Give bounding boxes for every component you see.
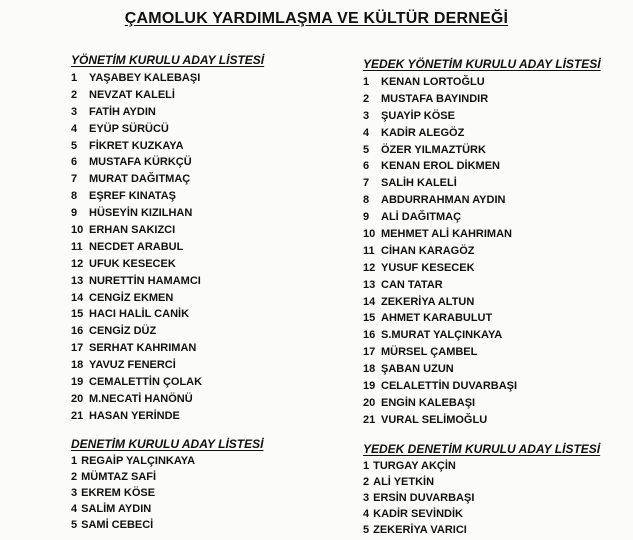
candidate-row — [363, 74, 601, 91]
candidate-number: 1 — [363, 76, 370, 88]
candidate-number: 4 — [363, 507, 370, 520]
candidate-name: ŞABAN UZUN — [381, 363, 454, 376]
candidate-number: 11 — [71, 240, 83, 253]
candidate-row — [71, 502, 263, 518]
candidate-row — [363, 361, 601, 378]
candidate-number: 1 — [363, 460, 370, 472]
candidate-name: MUSTAFA BAYINDIR — [381, 92, 489, 105]
candidate-row — [363, 344, 601, 361]
candidate-number: 6 — [363, 160, 370, 173]
candidate-name: KADİR SEVİNDİK — [373, 507, 463, 520]
candidate-row — [363, 158, 601, 175]
candidate-name: CAN TATAR — [381, 278, 443, 291]
candidate-name: NECDET ARABUL — [89, 240, 184, 253]
candidate-row — [71, 70, 264, 87]
candidate-number: 2 — [363, 475, 370, 488]
section-yonetim-kurulu — [71, 53, 264, 425]
candidate-row — [71, 486, 263, 502]
candidate-number: 1 — [71, 455, 78, 467]
candidate-number: 21 — [363, 413, 376, 426]
candidate-row — [71, 273, 264, 290]
candidate-name: ALİ DAĞITMAÇ — [381, 211, 462, 224]
candidate-name: KENAN LORTOĞLU — [381, 76, 485, 88]
candidate-name: HÜSEYİN KIZILHAN — [89, 207, 193, 220]
candidate-name: ABDURRAHMAN AYDIN — [381, 194, 506, 207]
candidate-row — [363, 310, 601, 327]
candidate-row — [71, 256, 264, 273]
candidate-row — [71, 391, 264, 408]
candidate-name: ZEKERİYA VARICI — [373, 523, 467, 536]
candidate-name: ÖZER YILMAZTÜRK — [381, 143, 486, 156]
candidate-name: ZEKERİYA ALTUN — [381, 295, 475, 308]
candidate-row — [363, 175, 601, 192]
candidate-row — [363, 459, 600, 475]
candidate-number: 9 — [363, 211, 370, 224]
candidate-name: CENGİZ EKMEN — [89, 291, 174, 304]
candidate-number: 4 — [71, 502, 78, 515]
candidate-name: EYÜP SÜRÜCÜ — [89, 122, 169, 135]
candidate-number: 20 — [363, 396, 376, 409]
candidate-name: FATİH AYDIN — [89, 105, 156, 118]
candidate-name: SAMİ CEBECİ — [81, 518, 154, 531]
candidate-row — [71, 408, 264, 425]
candidate-row — [71, 454, 263, 470]
candidate-name: YAŞABEY KALEBAŞI — [89, 72, 201, 84]
candidate-number: 8 — [363, 194, 370, 207]
candidate-name: CİHAN KARAGÖZ — [381, 244, 475, 257]
candidate-number: 16 — [71, 325, 84, 338]
candidate-row — [71, 357, 264, 374]
candidate-name: ENGİN KALEBAŞI — [381, 396, 476, 409]
candidate-row — [71, 121, 264, 138]
candidate-name: NURETTİN HAMAMCI — [89, 274, 201, 287]
candidate-name: CELALETTİN DUVARBAŞI — [381, 380, 518, 393]
candidate-row — [363, 209, 601, 226]
candidate-name: TURGAY AKÇİN — [373, 460, 456, 472]
candidate-number: 12 — [363, 261, 376, 274]
candidate-list — [71, 70, 264, 425]
page-title: ÇAMOLUK YARDIMLAŞMA VE KÜLTÜR DERNEĞİ — [124, 10, 509, 27]
section-heading: YEDEK DENETİM KURULU ADAY LİSTESİ — [363, 442, 601, 456]
candidate-number: 1 — [71, 72, 78, 84]
candidate-name: VURAL SELİMOĞLU — [381, 413, 488, 426]
candidate-number: 3 — [363, 491, 370, 504]
candidate-row — [71, 188, 264, 205]
candidate-row — [363, 378, 601, 395]
section-heading: YÖNETİM KURULU ADAY LİSTESİ — [71, 53, 265, 67]
candidate-row — [363, 294, 601, 311]
candidate-number: 7 — [363, 177, 370, 190]
candidate-number: 17 — [71, 342, 84, 355]
candidate-row — [363, 192, 601, 209]
candidate-name: MUSTAFA KÜRKÇÜ — [89, 156, 192, 169]
section-denetim-kurulu — [71, 437, 263, 533]
candidate-name: HASAN YERİNDE — [89, 409, 180, 422]
candidate-name: SERHAT KAHRIMAN — [89, 342, 197, 355]
candidate-number: 3 — [71, 105, 78, 118]
candidate-number: 10 — [363, 228, 376, 241]
candidate-row — [363, 277, 601, 294]
candidate-number: 3 — [71, 486, 78, 499]
candidate-number: 14 — [71, 291, 84, 304]
candidate-number: 19 — [71, 376, 84, 389]
candidate-number: 11 — [363, 244, 375, 257]
candidate-row — [71, 323, 264, 340]
candidate-number: 14 — [363, 295, 376, 308]
candidate-number: 21 — [71, 409, 84, 422]
candidate-row — [363, 475, 600, 491]
candidate-row — [363, 226, 601, 243]
candidate-row — [71, 87, 264, 104]
candidate-number: 20 — [71, 392, 84, 405]
candidate-row — [363, 412, 601, 429]
candidate-number: 13 — [363, 278, 376, 291]
candidate-name: SALİH KALELİ — [381, 177, 457, 190]
candidate-name: KENAN EROL DİKMEN — [381, 160, 500, 173]
candidate-name: ŞUAYİP KÖSE — [381, 109, 455, 122]
candidate-name: KADİR ALEGÖZ — [381, 126, 465, 139]
candidate-name: MÜMTAZ SAFİ — [81, 470, 157, 483]
candidate-number: 2 — [71, 470, 78, 483]
candidate-name: CENGİZ DÜZ — [89, 325, 157, 338]
candidate-name: ERSİN DUVARBAŞI — [373, 491, 475, 504]
candidate-name: ERHAN SAKIZCI — [89, 224, 176, 237]
candidate-row — [71, 138, 264, 155]
candidate-number: 6 — [71, 156, 78, 169]
section-heading: YEDEK YÖNETİM KURULU ADAY LİSTESİ — [363, 57, 601, 71]
candidate-number: 18 — [363, 363, 376, 376]
candidate-row — [363, 125, 601, 142]
candidate-number: 7 — [71, 173, 78, 186]
candidate-row — [71, 154, 264, 171]
candidate-name: S.MURAT YALÇINKAYA — [381, 329, 503, 342]
candidate-number: 4 — [71, 122, 78, 135]
candidate-number: 2 — [363, 92, 370, 105]
candidate-number: 5 — [71, 139, 78, 152]
candidate-row — [363, 507, 600, 523]
candidate-row — [363, 491, 600, 507]
candidate-number: 18 — [71, 359, 84, 372]
candidate-row — [363, 142, 601, 159]
candidate-name: MEHMET ALİ KAHRIMAN — [381, 228, 512, 241]
candidate-row — [71, 340, 264, 357]
candidate-row — [71, 239, 264, 256]
candidate-number: 15 — [71, 308, 84, 321]
candidate-name: ALİ YETKİN — [373, 475, 435, 488]
candidate-name: YAVUZ FENERCİ — [89, 359, 176, 372]
candidate-row — [71, 470, 263, 486]
candidate-number: 8 — [71, 190, 78, 203]
candidate-number: 5 — [71, 518, 78, 531]
candidate-row — [71, 374, 264, 391]
candidate-row — [363, 395, 601, 412]
candidate-name: NEVZAT KALELİ — [89, 88, 175, 101]
candidate-row — [71, 518, 263, 534]
section-yedek-denetim-kurulu — [363, 442, 600, 538]
candidate-list — [363, 74, 601, 429]
candidate-name: HACI HALİL CANİK — [89, 308, 190, 321]
candidate-number: 3 — [363, 109, 370, 122]
candidate-row — [363, 327, 601, 344]
candidate-number: 4 — [363, 126, 370, 139]
candidate-row — [71, 104, 264, 121]
candidate-name: EŞREF KINATAŞ — [89, 190, 176, 203]
section-heading: DENETİM KURULU ADAY LİSTESİ — [71, 437, 264, 451]
candidate-name: UFUK KESECEK — [89, 257, 176, 270]
candidate-row — [71, 290, 264, 307]
candidate-row — [71, 222, 264, 239]
candidate-row — [363, 91, 601, 108]
section-yedek-yonetim-kurulu — [363, 57, 601, 429]
candidate-name: REGAİP YALÇINKAYA — [81, 455, 196, 467]
candidate-number: 5 — [363, 523, 370, 536]
candidate-name: CEMALETTİN ÇOLAK — [89, 376, 203, 389]
candidate-row — [363, 108, 601, 125]
candidate-name: YUSUF KESECEK — [381, 261, 475, 274]
candidate-number: 5 — [363, 143, 370, 156]
candidate-name: AHMET KARABULUT — [381, 312, 493, 325]
candidate-number: 2 — [71, 88, 78, 101]
candidate-name: EKREM KÖSE — [81, 486, 156, 499]
candidate-row — [363, 260, 601, 277]
candidate-row — [71, 306, 264, 323]
candidate-name: SALİM AYDIN — [81, 502, 152, 515]
candidate-row — [363, 243, 601, 260]
candidate-number: 9 — [71, 207, 78, 220]
candidate-number: 16 — [363, 329, 376, 342]
candidate-row — [71, 205, 264, 222]
candidate-number: 15 — [363, 312, 376, 325]
candidate-number: 12 — [71, 257, 84, 270]
candidate-name: MÜRSEL ÇAMBEL — [381, 346, 478, 359]
candidate-row — [71, 171, 264, 188]
candidate-name: MURAT DAĞITMAÇ — [89, 173, 191, 186]
candidate-number: 19 — [363, 380, 376, 393]
candidate-row — [363, 523, 600, 539]
candidate-number: 17 — [363, 346, 376, 359]
candidate-list — [71, 454, 263, 533]
candidate-number: 10 — [71, 224, 84, 237]
candidate-name: FİKRET KUZKAYA — [89, 139, 184, 152]
candidate-list — [363, 459, 600, 538]
candidate-number: 13 — [71, 274, 84, 287]
candidate-name: M.NECATİ HANÖNÜ — [89, 392, 193, 405]
